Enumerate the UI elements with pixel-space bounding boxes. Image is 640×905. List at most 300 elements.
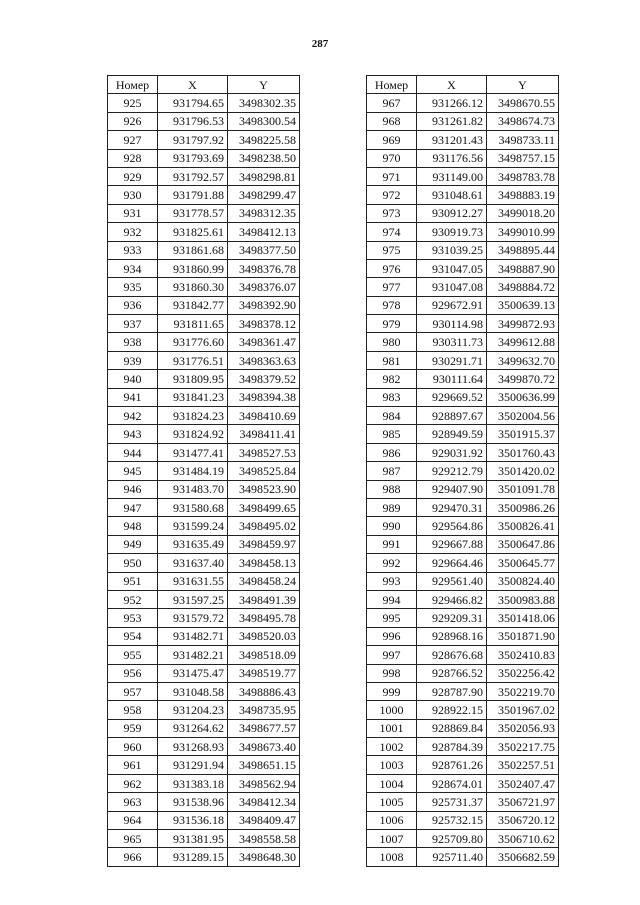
y-coordinate-cell: 3498674.73 [487,112,559,130]
table-row [367,296,559,314]
y-coordinate-cell: 3500636.99 [487,388,559,406]
x-coordinate-cell: 931484.19 [158,462,228,480]
table-row [108,333,300,351]
table-row [367,278,559,296]
table-row [108,848,300,866]
y-coordinate-cell: 3498459.97 [228,535,300,553]
x-coordinate-cell: 931841.23 [158,388,228,406]
x-coordinate-cell: 931809.95 [158,370,228,388]
page-number: 287 [311,38,329,50]
table-row [367,112,559,130]
y-coordinate-cell: 3501760.43 [487,443,559,461]
point-number-cell: 1001 [367,719,417,737]
point-number-cell: 970 [367,149,417,167]
table-row [367,315,559,333]
point-number-cell: 959 [108,719,158,737]
y-coordinate-cell: 3506710.62 [487,830,559,848]
x-coordinate-cell: 929031.92 [417,443,487,461]
table-row [108,738,300,756]
point-number-cell: 982 [367,370,417,388]
point-number-cell: 950 [108,554,158,572]
table-row [108,664,300,682]
table-row [108,811,300,829]
table-row [367,370,559,388]
table-row [108,351,300,369]
x-coordinate-cell: 931381.95 [158,830,228,848]
point-number-cell: 946 [108,480,158,498]
table-row [108,793,300,811]
point-number-cell: 943 [108,425,158,443]
point-number-cell: 945 [108,462,158,480]
x-coordinate-cell: 928949.59 [417,425,487,443]
table-row [108,186,300,204]
y-coordinate-cell: 3498376.78 [228,259,300,277]
point-number-cell: 963 [108,793,158,811]
y-coordinate-cell: 3500647.86 [487,535,559,553]
x-coordinate-cell: 931842.77 [158,296,228,314]
x-coordinate-cell: 925709.80 [417,830,487,848]
x-coordinate-cell: 931824.92 [158,425,228,443]
column-header-y: Y [228,76,300,94]
point-number-cell: 953 [108,609,158,627]
y-coordinate-cell: 3506721.97 [487,793,559,811]
x-coordinate-cell: 930912.27 [417,204,487,222]
x-coordinate-cell: 931039.25 [417,241,487,259]
point-number-cell: 997 [367,646,417,664]
y-coordinate-cell: 3498735.95 [228,701,300,719]
x-coordinate-cell: 925711.40 [417,848,487,866]
point-number-cell: 961 [108,756,158,774]
x-coordinate-cell: 931597.25 [158,590,228,608]
y-coordinate-cell: 3498412.34 [228,793,300,811]
x-coordinate-cell: 931048.58 [158,682,228,700]
y-coordinate-cell: 3498458.13 [228,554,300,572]
point-number-cell: 949 [108,535,158,553]
column-header-y: Y [487,76,559,94]
point-number-cell: 984 [367,407,417,425]
y-coordinate-cell: 3498648.30 [228,848,300,866]
y-coordinate-cell: 3498392.90 [228,296,300,314]
y-coordinate-cell: 3498883.19 [487,186,559,204]
y-coordinate-cell: 3498491.39 [228,590,300,608]
point-number-cell: 996 [367,627,417,645]
x-coordinate-cell: 929209.31 [417,609,487,627]
point-number-cell: 962 [108,774,158,792]
table-row [108,241,300,259]
table-row [108,535,300,553]
x-coordinate-cell: 931268.93 [158,738,228,756]
table-row [108,554,300,572]
point-number-cell: 989 [367,498,417,516]
y-coordinate-cell: 3498519.77 [228,664,300,682]
x-coordinate-cell: 931776.60 [158,333,228,351]
table-row [367,443,559,461]
y-coordinate-cell: 3499632.70 [487,351,559,369]
x-coordinate-cell: 931047.05 [417,259,487,277]
y-coordinate-cell: 3498409.47 [228,811,300,829]
point-number-cell: 977 [367,278,417,296]
x-coordinate-cell: 929212.79 [417,462,487,480]
table-row [108,259,300,277]
table-row [367,774,559,792]
x-coordinate-cell: 931776.51 [158,351,228,369]
y-coordinate-cell: 3498887.90 [487,259,559,277]
table-row [108,425,300,443]
y-coordinate-cell: 3500826.41 [487,517,559,535]
y-coordinate-cell: 3498895.44 [487,241,559,259]
point-number-cell: 940 [108,370,158,388]
point-number-cell: 972 [367,186,417,204]
table-row [108,682,300,700]
table-row [108,149,300,167]
x-coordinate-cell: 931861.68 [158,241,228,259]
x-coordinate-cell: 931266.12 [417,94,487,112]
x-coordinate-cell: 929664.46 [417,554,487,572]
point-number-cell: 994 [367,590,417,608]
y-coordinate-cell: 3498458.24 [228,572,300,590]
y-coordinate-cell: 3502410.83 [487,646,559,664]
table-row [367,480,559,498]
table-row [108,480,300,498]
point-number-cell: 935 [108,278,158,296]
point-number-cell: 942 [108,407,158,425]
y-coordinate-cell: 3499018.20 [487,204,559,222]
point-number-cell: 926 [108,112,158,130]
table-row [108,498,300,516]
x-coordinate-cell: 931047.08 [417,278,487,296]
point-number-cell: 944 [108,443,158,461]
table-header-row [367,76,559,94]
point-number-cell: 1004 [367,774,417,792]
x-coordinate-cell: 929466.82 [417,590,487,608]
y-coordinate-cell: 3499872.93 [487,315,559,333]
table-row [367,682,559,700]
x-coordinate-cell: 931580.68 [158,498,228,516]
table-row [367,738,559,756]
table-row [108,830,300,848]
x-coordinate-cell: 929407.90 [417,480,487,498]
x-coordinate-cell: 930311.73 [417,333,487,351]
table-row [108,590,300,608]
x-coordinate-cell: 929667.88 [417,535,487,553]
point-number-cell: 969 [367,131,417,149]
point-number-cell: 966 [108,848,158,866]
point-number-cell: 990 [367,517,417,535]
y-coordinate-cell: 3498410.69 [228,407,300,425]
table-row [108,223,300,241]
point-number-cell: 925 [108,94,158,112]
coordinates-table-left [107,75,300,867]
x-coordinate-cell: 931794.65 [158,94,228,112]
point-number-cell: 983 [367,388,417,406]
table-row [367,462,559,480]
y-coordinate-cell: 3502217.75 [487,738,559,756]
table-header-row [108,76,300,94]
x-coordinate-cell: 931261.82 [417,112,487,130]
point-number-cell: 1007 [367,830,417,848]
y-coordinate-cell: 3502004.56 [487,407,559,425]
point-number-cell: 956 [108,664,158,682]
table-row [108,609,300,627]
y-coordinate-cell: 3499010.99 [487,223,559,241]
table-row [367,830,559,848]
point-number-cell: 991 [367,535,417,553]
y-coordinate-cell: 3501915.37 [487,425,559,443]
point-number-cell: 930 [108,186,158,204]
y-coordinate-cell: 3498312.35 [228,204,300,222]
point-number-cell: 934 [108,259,158,277]
table-row [108,388,300,406]
y-coordinate-cell: 3498300.54 [228,112,300,130]
x-coordinate-cell: 931796.53 [158,112,228,130]
x-coordinate-cell: 928787.90 [417,682,487,700]
x-coordinate-cell: 925732.15 [417,811,487,829]
table-row [108,517,300,535]
point-number-cell: 936 [108,296,158,314]
table-row [367,811,559,829]
x-coordinate-cell: 931289.15 [158,848,228,866]
table-row [108,462,300,480]
x-coordinate-cell: 931264.62 [158,719,228,737]
point-number-cell: 951 [108,572,158,590]
table-row [367,719,559,737]
y-coordinate-cell: 3502257.51 [487,756,559,774]
y-coordinate-cell: 3498363.63 [228,351,300,369]
y-coordinate-cell: 3502056.93 [487,719,559,737]
column-header-number: Номер [108,76,158,94]
x-coordinate-cell: 931201.43 [417,131,487,149]
x-coordinate-cell: 931483.70 [158,480,228,498]
x-coordinate-cell: 928676.68 [417,646,487,664]
x-coordinate-cell: 931778.57 [158,204,228,222]
y-coordinate-cell: 3498523.90 [228,480,300,498]
x-coordinate-cell: 930111.64 [417,370,487,388]
y-coordinate-cell: 3498412.13 [228,223,300,241]
point-number-cell: 955 [108,646,158,664]
table-row [108,167,300,185]
table-row [108,756,300,774]
table-row [367,149,559,167]
table-row [367,241,559,259]
point-number-cell: 965 [108,830,158,848]
table-row [367,388,559,406]
column-header-number: Номер [367,76,417,94]
x-coordinate-cell: 931477.41 [158,443,228,461]
y-coordinate-cell: 3498518.09 [228,646,300,664]
table-row [367,701,559,719]
coordinates-table-right [366,75,559,867]
table-row [108,719,300,737]
point-number-cell: 932 [108,223,158,241]
table-row [108,646,300,664]
point-number-cell: 995 [367,609,417,627]
table-row [108,774,300,792]
x-coordinate-cell: 931475.47 [158,664,228,682]
point-number-cell: 973 [367,204,417,222]
point-number-cell: 998 [367,664,417,682]
y-coordinate-cell: 3498376.07 [228,278,300,296]
x-coordinate-cell: 931792.57 [158,167,228,185]
table-row [367,223,559,241]
point-number-cell: 964 [108,811,158,829]
table-row [108,278,300,296]
y-coordinate-cell: 3500824.40 [487,572,559,590]
table-row [108,315,300,333]
x-coordinate-cell: 928968.16 [417,627,487,645]
y-coordinate-cell: 3498377.50 [228,241,300,259]
y-coordinate-cell: 3498379.52 [228,370,300,388]
y-coordinate-cell: 3502407.47 [487,774,559,792]
table-row [367,590,559,608]
point-number-cell: 937 [108,315,158,333]
x-coordinate-cell: 928897.67 [417,407,487,425]
table-row [367,425,559,443]
column-header-x: X [417,76,487,94]
y-coordinate-cell: 3498495.02 [228,517,300,535]
y-coordinate-cell: 3498299.47 [228,186,300,204]
table-row [367,167,559,185]
point-number-cell: 954 [108,627,158,645]
y-coordinate-cell: 3498670.55 [487,94,559,112]
table-row [108,204,300,222]
y-coordinate-cell: 3498757.15 [487,149,559,167]
point-number-cell: 1006 [367,811,417,829]
y-coordinate-cell: 3498238.50 [228,149,300,167]
table-row [108,572,300,590]
y-coordinate-cell: 3501418.06 [487,609,559,627]
table-row [108,94,300,112]
table-row [367,517,559,535]
x-coordinate-cell: 931482.21 [158,646,228,664]
y-coordinate-cell: 3502219.70 [487,682,559,700]
y-coordinate-cell: 3498783.78 [487,167,559,185]
y-coordinate-cell: 3498651.15 [228,756,300,774]
y-coordinate-cell: 3506682.59 [487,848,559,866]
x-coordinate-cell: 931291.94 [158,756,228,774]
x-coordinate-cell: 931204.23 [158,701,228,719]
x-coordinate-cell: 931538.96 [158,793,228,811]
y-coordinate-cell: 3498886.43 [228,682,300,700]
y-coordinate-cell: 3498733.11 [487,131,559,149]
table-row [108,112,300,130]
point-number-cell: 947 [108,498,158,516]
x-coordinate-cell: 929561.40 [417,572,487,590]
y-coordinate-cell: 3498298.81 [228,167,300,185]
x-coordinate-cell: 928869.84 [417,719,487,737]
point-number-cell: 939 [108,351,158,369]
y-coordinate-cell: 3498361.47 [228,333,300,351]
table-row [367,333,559,351]
table-row [367,407,559,425]
y-coordinate-cell: 3501871.90 [487,627,559,645]
y-coordinate-cell: 3498562.94 [228,774,300,792]
point-number-cell: 957 [108,682,158,700]
table-row [367,554,559,572]
x-coordinate-cell: 931635.49 [158,535,228,553]
x-coordinate-cell: 931536.18 [158,811,228,829]
point-number-cell: 958 [108,701,158,719]
table-row [367,848,559,866]
point-number-cell: 929 [108,167,158,185]
x-coordinate-cell: 931860.99 [158,259,228,277]
x-coordinate-cell: 925731.37 [417,793,487,811]
point-number-cell: 987 [367,462,417,480]
table-row [367,204,559,222]
table-row [367,131,559,149]
point-number-cell: 980 [367,333,417,351]
x-coordinate-cell: 931482.71 [158,627,228,645]
x-coordinate-cell: 931599.24 [158,517,228,535]
x-coordinate-cell: 931383.18 [158,774,228,792]
point-number-cell: 993 [367,572,417,590]
point-number-cell: 971 [367,167,417,185]
y-coordinate-cell: 3500639.13 [487,296,559,314]
table-row [108,407,300,425]
x-coordinate-cell: 930114.98 [417,315,487,333]
point-number-cell: 986 [367,443,417,461]
point-number-cell: 967 [367,94,417,112]
x-coordinate-cell: 928922.15 [417,701,487,719]
table-row [367,572,559,590]
y-coordinate-cell: 3498673.40 [228,738,300,756]
x-coordinate-cell: 928784.39 [417,738,487,756]
table-row [108,131,300,149]
y-coordinate-cell: 3506720.12 [487,811,559,829]
table-row [367,793,559,811]
x-coordinate-cell: 929470.31 [417,498,487,516]
x-coordinate-cell: 931048.61 [417,186,487,204]
y-coordinate-cell: 3498677.57 [228,719,300,737]
point-number-cell: 1003 [367,756,417,774]
y-coordinate-cell: 3498525.84 [228,462,300,480]
table-row [108,370,300,388]
x-coordinate-cell: 929672.91 [417,296,487,314]
table-row [367,609,559,627]
y-coordinate-cell: 3498411.41 [228,425,300,443]
table-row [367,756,559,774]
point-number-cell: 999 [367,682,417,700]
point-number-cell: 975 [367,241,417,259]
point-number-cell: 938 [108,333,158,351]
x-coordinate-cell: 928761.26 [417,756,487,774]
x-coordinate-cell: 928674.01 [417,774,487,792]
y-coordinate-cell: 3498527.53 [228,443,300,461]
x-coordinate-cell: 931860.30 [158,278,228,296]
table-row [367,664,559,682]
x-coordinate-cell: 930291.71 [417,351,487,369]
table-row [367,351,559,369]
point-number-cell: 1005 [367,793,417,811]
y-coordinate-cell: 3498884.72 [487,278,559,296]
x-coordinate-cell: 931637.40 [158,554,228,572]
point-number-cell: 960 [108,738,158,756]
table-row [367,627,559,645]
table-row [367,186,559,204]
y-coordinate-cell: 3498378.12 [228,315,300,333]
point-number-cell: 948 [108,517,158,535]
x-coordinate-cell: 931825.61 [158,223,228,241]
point-number-cell: 1000 [367,701,417,719]
x-coordinate-cell: 931176.56 [417,149,487,167]
x-coordinate-cell: 931797.92 [158,131,228,149]
table-row [367,646,559,664]
y-coordinate-cell: 3498302.35 [228,94,300,112]
y-coordinate-cell: 3499870.72 [487,370,559,388]
x-coordinate-cell: 931579.72 [158,609,228,627]
point-number-cell: 985 [367,425,417,443]
y-coordinate-cell: 3500983.88 [487,590,559,608]
point-number-cell: 992 [367,554,417,572]
